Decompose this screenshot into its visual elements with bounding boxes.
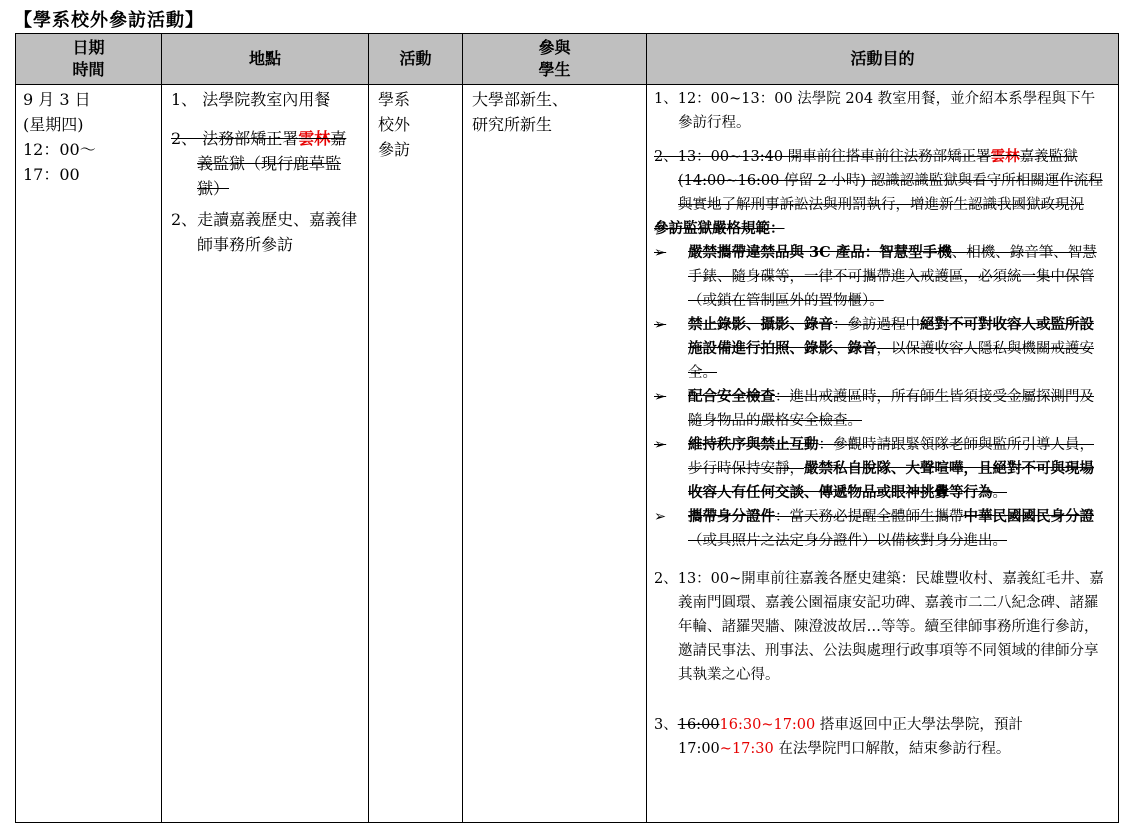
purpose-item-history: 2、13：00~開車前往嘉義各歷史建築：民雄豐收村、嘉義紅毛井、嘉義南門圓環、嘉義公園福康安記功碑、嘉義市二二八紀念碑、諸羅年輪、諸羅哭牆、陳澄波故居…等等。續至律師事務所進行參訪，邀請民事法、刑事法、公法與處理行政事項等不同領域的律師分享其執業之心得。 (654, 571, 1104, 683)
activity-cell: 學系 校外 參訪 (369, 85, 463, 823)
header-participants: 參與 學生 (463, 34, 647, 85)
purpose-item-1: 1、12：00~13：00 法學院 204 教室用餐，並介紹本系學程與下午參訪行程。 (654, 91, 1096, 131)
location-item-3: 2、走讀嘉義歷史、嘉義律師事務所參訪 (171, 210, 358, 254)
participants-cell: 大學部新生、 研究所新生 (463, 85, 647, 823)
location-cell (162, 85, 369, 823)
table-row (16, 85, 1119, 823)
prison-rule-3: ➢ 配合安全檢查：進出戒護區時，所有師生皆須接受金屬探測門及隨身物品的嚴格安全檢查。 (654, 388, 1094, 429)
prison-rule-2: ➢ 禁止錄影、攝影、錄音：參訪過程中絕對不可對收容人或監所設施設備進行拍照、錄影、錄音，以保護收容人隱私與機關戒護安全。 (654, 316, 1094, 381)
purpose-item-return: 3、16:0016:30~17:00 搭車返回中正大學法學院，預計 17:00~17:30 在法學院門口解散，結束參訪行程。 (654, 717, 1023, 757)
prison-rules-heading: 參訪監獄嚴格規範： (654, 220, 785, 237)
prison-rule-4: ➢ 維持秩序與禁止互動：參觀時請跟緊領隊老師與監所引導人員，步行時保持安靜，嚴禁私自脫隊、大聲喧嘩，且絕對不可與現場收容人有任何交談、傳遞物品或眼神挑釁等行為。 (654, 436, 1094, 501)
date-day: 9 月 3 日 (23, 90, 91, 109)
prison-rule-5: ➢ 攜帶身分證件：當天務必提醒全體師生攜帶中華民國國民身分證（或具照片之法定身分證件）以備核對身分進出。 (654, 508, 1094, 549)
date-cell (16, 85, 162, 823)
header-purpose: 活動目的 (647, 34, 1119, 85)
location-item-2: 2、 法務部矯正署雲林嘉義監獄（現行鹿草監獄） (171, 129, 347, 198)
location-item-1: 1、 法學院教室內用餐 (171, 90, 331, 109)
purpose-cell (647, 85, 1119, 823)
purpose-item-prison: 2、13：00~13:40 開車前往搭車前往法務部矯正署雲林嘉義監獄(14:00~16:00 停留 2 小時) 認識認識監獄與看守所相關運作流程與實地了解刑事訴訟法與刑罰執行，增進新生認識我國獄政現況 (654, 148, 1103, 213)
prison-rule-1: ➢ 嚴禁攜帶違禁品與 3C 產品：智慧型手機、相機、錄音筆、智慧手錶、隨身碟等，一律不可攜帶進入戒護區，必須統一集中保管（或鎖在管制區外的置物櫃）。 (654, 244, 1097, 309)
header-activity: 活動 (369, 34, 463, 85)
header-location: 地點 (162, 34, 369, 85)
time-end: 17：00 (23, 165, 80, 184)
table-header-row (16, 34, 1119, 85)
page-title: 【學系校外參訪活動】 (14, 10, 204, 31)
date-weekday: (星期四) (23, 115, 84, 134)
time-start: 12：00～ (23, 140, 96, 159)
activity-table (15, 33, 1119, 823)
header-date-time: 日期 時間 (16, 34, 162, 85)
